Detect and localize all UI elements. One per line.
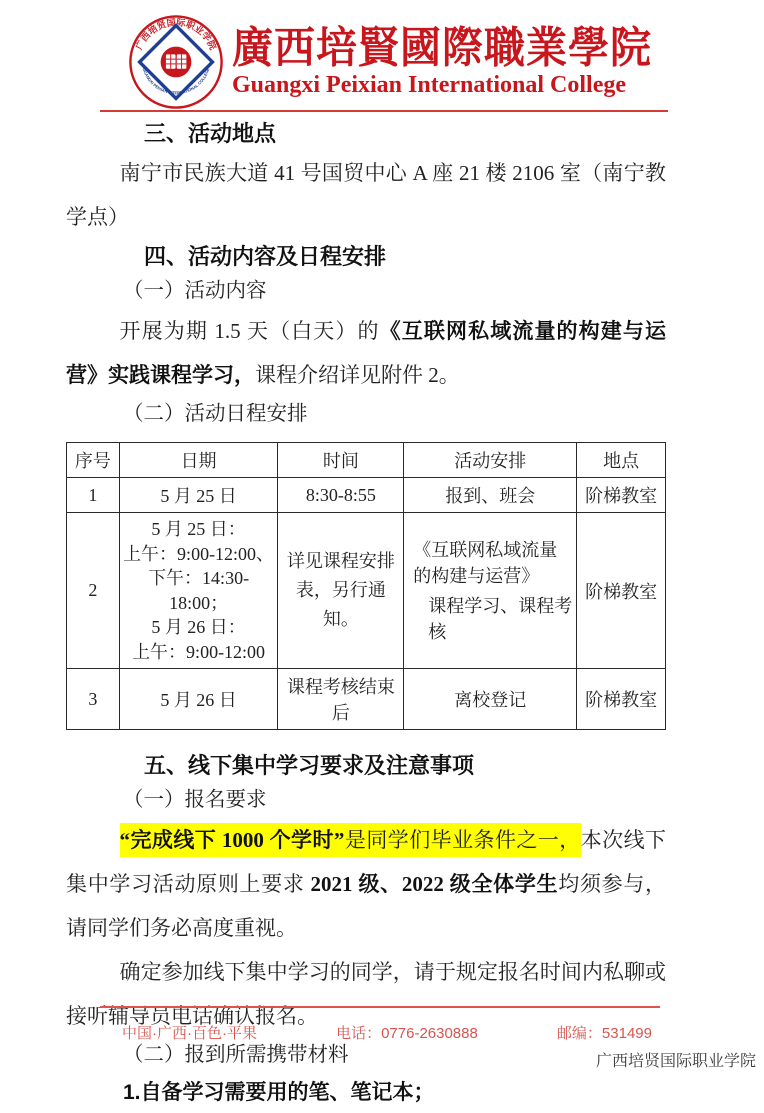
cell-location: 阶梯教室 <box>577 513 666 669</box>
materials-item-1: 1.自备学习需要用的笔、笔记本； <box>123 1081 435 1104</box>
cell-no: 1 <box>67 478 120 513</box>
cell-location: 阶梯教室 <box>577 669 666 730</box>
course-title-bold-run: 《互联网私域流量的构建与运营》实践课程学习， <box>66 319 667 387</box>
highlighted-run: 是同学们毕业条件之一， <box>344 823 580 857</box>
seal-ring-text-zh: 广西培贤国际职业学院 <box>133 17 219 52</box>
section-4-1-subheading: （一）活动内容 <box>123 280 267 302</box>
cell-activity: 报到、班会 <box>404 478 577 513</box>
section-5-2-subheading: （二）报到所需携带材料 <box>123 1044 349 1066</box>
activity-location-paragraph: 南宁市民族大道 41 号国贸中心 A 座 21 楼 2106 室（南宁教学点） <box>66 161 666 229</box>
cell-date: 5 月 26 日 <box>119 669 278 730</box>
college-seal-icon <box>128 14 224 110</box>
document-body <box>66 116 666 1113</box>
col-header-activity: 活动安排 <box>404 443 577 478</box>
cell-no: 3 <box>67 669 120 730</box>
schedule-table <box>66 442 666 730</box>
section-4-2-subheading: （二）活动日程安排 <box>123 403 308 425</box>
section-3-heading: 三、活动地点 <box>144 121 277 146</box>
cell-time: 课程考核结束后 <box>278 669 404 730</box>
text-run: 开展为期 1.5 天（白天）的 <box>119 319 380 343</box>
college-titles <box>232 25 652 99</box>
text-run: 均须参与，请同学们务必高度重视。 <box>66 872 667 940</box>
highlighted-bold-run: “完成线下 1000 个学时” <box>120 823 345 857</box>
text-run: 课程介绍详见附件 2。 <box>255 363 460 387</box>
activity-detail: 课程学习、课程考核 <box>428 595 573 642</box>
section-5-1-subheading: （一）报名要求 <box>123 789 267 811</box>
footer-phone: 电话：0776-2630888 <box>336 1025 478 1042</box>
section-4-heading: 四、活动内容及日程安排 <box>144 244 387 269</box>
cell-no: 2 <box>67 513 120 669</box>
table-row <box>67 513 666 669</box>
college-name-en: Guangxi Peixian International College <box>232 72 627 98</box>
confirmation-paragraph: 确定参加线下集中学习的同学，请于规定报名时间内私聊或接听辅导员电话确认报名。 <box>66 960 666 1028</box>
activity-content-paragraph <box>66 309 666 397</box>
footer-info-row <box>122 1022 652 1043</box>
text-run: 本次线下集中学习活动原则上要求 <box>66 828 667 896</box>
grades-bold-run: 2021 级、2022 级全体学生 <box>310 872 559 896</box>
date-line: 5 月 26 日： <box>151 617 246 637</box>
date-line: 下午：14:30-18:00； <box>148 568 250 613</box>
college-watermark-text: 广西培贤国际职业学院 <box>595 1053 756 1070</box>
footer-location: 中国·广西·百色·平果 <box>122 1025 257 1042</box>
cell-activity: 离校登记 <box>404 669 577 730</box>
college-name-zh: 廣西培賢國際職業學院 <box>232 23 652 73</box>
table-row <box>67 669 666 730</box>
registration-requirement-paragraph <box>66 818 666 950</box>
time-line: 表，另行通知。 <box>295 580 386 629</box>
cell-location: 阶梯教室 <box>577 478 666 513</box>
date-line: 5 月 25 日： <box>151 519 246 539</box>
seal-inner-circle <box>161 47 192 78</box>
col-header-date: 日期 <box>119 443 278 478</box>
date-line: 上午：9:00-12:00 <box>132 641 266 662</box>
activity-course-title: 《互联网私域流量的构建与运营》 <box>413 539 558 586</box>
letterhead <box>128 14 652 110</box>
cell-activity <box>404 513 577 669</box>
section-5-heading: 五、线下集中学习要求及注意事项 <box>144 753 475 778</box>
cell-date <box>119 513 278 669</box>
table-row <box>67 478 666 513</box>
header-divider <box>100 110 668 112</box>
col-header-time: 时间 <box>278 443 404 478</box>
seal-ring-text-en: GUANGXI PEIXIAN INTERNATIONAL COLLEGE <box>141 67 211 96</box>
table-header-row <box>67 443 666 478</box>
cell-date: 5 月 25 日 <box>119 478 278 513</box>
college-seal-logo <box>128 14 224 110</box>
footer-divider <box>100 1006 660 1008</box>
col-header-location: 地点 <box>577 443 666 478</box>
col-header-no: 序号 <box>67 443 120 478</box>
time-line: 详见课程安排 <box>286 551 395 571</box>
cell-time: 8:30-8:55 <box>278 478 404 513</box>
footer-postcode: 邮编：531499 <box>556 1025 652 1042</box>
cell-time <box>278 513 404 669</box>
date-line: 上午：9:00-12:00、 <box>123 543 275 564</box>
